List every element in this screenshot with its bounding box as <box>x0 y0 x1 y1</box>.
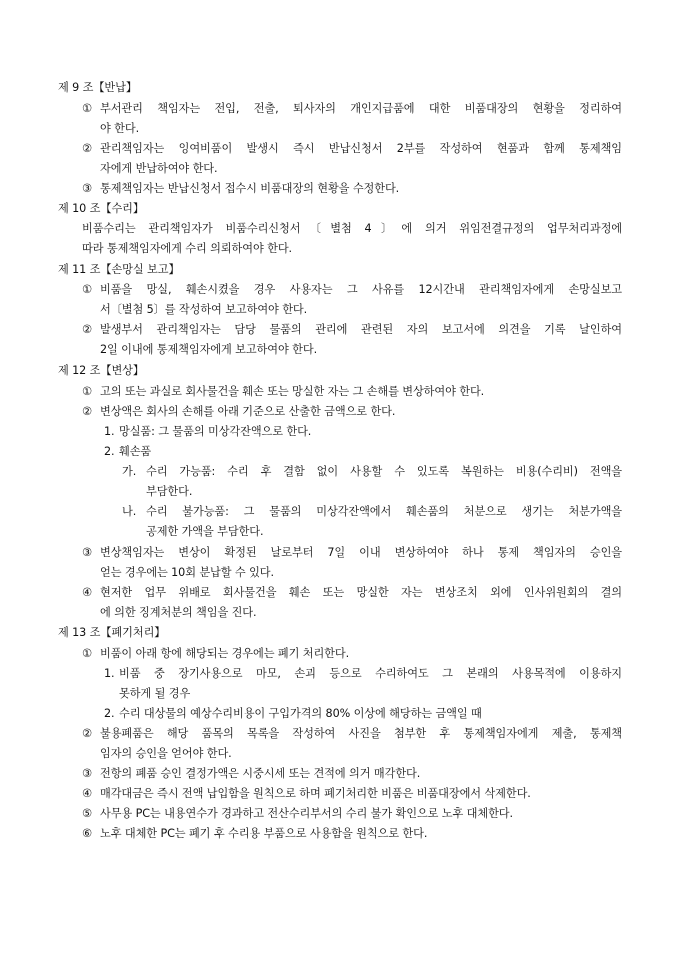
article-11-item-2-marker: ② <box>82 323 92 336</box>
article-12-item-3-line-2: 얻는 경우에는 10회 분납할 수 있다. <box>100 566 274 579</box>
article-12-sub-ga-line-1: 수리 가능품: 수리 후 결함 없이 사용할 수 있도록 복원하는 비용(수리비) 전액을 <box>146 465 622 478</box>
article-9-item-2-line-2: 자에게 반납하여야 한다. <box>100 162 218 175</box>
article-11-item-2-line-1: 발생부서 관리책임자는 담당 물품의 관리에 관련된 자의 보고서에 의견을 기록 날인하여 <box>100 323 622 336</box>
article-12-sub-ga-marker: 가. <box>122 465 137 478</box>
article-9-item-2-line-1: 관리책임자는 잉여비품이 발생시 즉시 반납신청서 2부를 작성하여 현품과 함께 통제책임 <box>100 142 622 155</box>
article-11-item-1-line-1: 비품을 망실, 훼손시켰을 경우 사용자는 그 사유를 12시간내 관리책임자에게 손망실보고 <box>100 283 622 296</box>
article-12-sub-1-line-1: 망실품: 그 물품의 미상각잔액으로 한다. <box>119 425 312 438</box>
article-11-item-1-marker: ① <box>82 283 92 296</box>
article-12-sub-2-marker: 2. <box>104 445 115 458</box>
article-11-item-1-line-2: 서〔별첨 5〕를 작성하여 보고하여야 한다. <box>100 303 308 316</box>
article-13-item-1-marker: ① <box>82 647 92 660</box>
article-11-heading: 제 11 조【손망실 보고】 <box>58 263 180 276</box>
article-12-sub-1-marker: 1. <box>104 425 115 438</box>
article-12-item-2-marker: ② <box>82 405 92 418</box>
article-13-item-2-marker: ② <box>82 727 92 740</box>
article-13-item-3-line-1: 전항의 폐품 승인 결정가액은 시중시세 또는 견적에 의거 매각한다. <box>100 767 421 780</box>
article-12-sub-ga-line-2: 부담한다. <box>146 485 193 498</box>
article-12-heading: 제 12 조【변상】 <box>58 364 144 377</box>
article-10-body-line-1: 비품수리는 관리책임자가 비품수리신청서〔별첨 4〕에 의거 위임전결규정의 업무처리과정에 <box>82 222 622 235</box>
article-12-item-4-marker: ④ <box>82 586 92 599</box>
article-13-sub-2-marker: 2. <box>104 707 115 720</box>
article-12-item-4-line-2: 에 의한 징계처분의 책임을 진다. <box>100 606 257 619</box>
article-9-heading: 제 9 조【반납】 <box>58 81 137 94</box>
article-12-item-2-line-1: 변상액은 회사의 손해를 아래 기준으로 산출한 금액으로 한다. <box>100 405 396 418</box>
article-12-item-1-marker: ① <box>82 385 92 398</box>
article-9-item-3-line-1: 통제책임자는 반납신청서 접수시 비품대장의 현황을 수정한다. <box>100 182 400 195</box>
article-13-item-5-marker: ⑤ <box>82 807 92 820</box>
article-12-item-4-line-1: 현저한 업무 위배로 회사물건을 훼손 또는 망실한 자는 변상조치 외에 인사위원회의 결의 <box>100 586 622 599</box>
article-13-item-6-marker: ⑥ <box>82 827 92 840</box>
article-9-item-1-line-1: 부서관리 책임자는 전입, 전출, 퇴사자의 개인지급품에 대한 비품대장의 현황을 정리하여 <box>100 102 622 115</box>
article-13-heading: 제 13 조【폐기처리】 <box>58 626 166 639</box>
article-13-item-2-line-2: 임자의 승인을 얻어야 한다. <box>100 747 232 760</box>
article-9-item-3-marker: ③ <box>82 182 92 195</box>
article-12-item-1-line-1: 고의 또는 과실로 회사물건을 훼손 또는 망실한 자는 그 손해를 변상하여야 한다. <box>100 385 485 398</box>
article-13-item-4-marker: ④ <box>82 787 92 800</box>
article-13-sub-1-line-2: 못하게 될 경우 <box>119 687 191 700</box>
article-12-item-3-line-1: 변상책임자는 변상이 확정된 날로부터 7일 이내 변상하여야 하나 통제 책임자의 승인을 <box>100 546 622 559</box>
article-12-sub-2-line-1: 훼손품 <box>119 445 152 458</box>
article-13-item-4-line-1: 매각대금은 즉시 전액 납입함을 원칙으로 하며 폐기처리한 비품은 비품대장에서 삭제한다. <box>100 787 531 800</box>
article-13-sub-1-marker: 1. <box>104 667 115 680</box>
article-10-heading: 제 10 조【수리】 <box>58 202 144 215</box>
article-12-item-3-marker: ③ <box>82 546 92 559</box>
article-13-item-6-line-1: 노후 대체한 PC는 폐기 후 수리용 부품으로 사용함을 원칙으로 한다. <box>100 827 428 840</box>
article-10-body-line-2: 따라 통제책임자에게 수리 의뢰하여야 한다. <box>82 242 293 255</box>
article-13-sub-2-line-1: 수리 대상물의 예상수리비용이 구입가격의 80% 이상에 해당하는 금액일 때 <box>119 707 482 720</box>
article-9-item-2-marker: ② <box>82 142 92 155</box>
article-13-sub-1-line-1: 비품 중 장기사용으로 마모, 손괴 등으로 수리하여도 그 본래의 사용목적에 이용하지 <box>119 667 622 680</box>
article-12-sub-na-line-2: 공제한 가액을 부담한다. <box>146 525 264 538</box>
article-9-item-1-marker: ① <box>82 102 92 115</box>
article-11-item-2-line-2: 2일 이내에 통제책임자에게 보고하여야 한다. <box>100 343 318 356</box>
article-13-item-1-line-1: 비품이 아래 항에 해당되는 경우에는 폐기 처리한다. <box>100 647 350 660</box>
article-13-item-2-line-1: 불용폐품은 해당 품목의 목록을 작성하여 사진을 첨부한 후 통제책임자에게 제출, 통제책 <box>100 727 622 740</box>
article-13-item-5-line-1: 사무용 PC는 내용연수가 경과하고 전산수리부서의 수리 불가 확인으로 노후 대체한다. <box>100 807 513 820</box>
article-9-item-1-line-2: 야 한다. <box>100 122 140 135</box>
article-13-item-3-marker: ③ <box>82 767 92 780</box>
article-12-sub-na-marker: 나. <box>122 505 137 518</box>
article-12-sub-na-line-1: 수리 불가능품: 그 물품의 미상각잔액에서 훼손품의 처분으로 생기는 처분가액을 <box>146 505 622 518</box>
